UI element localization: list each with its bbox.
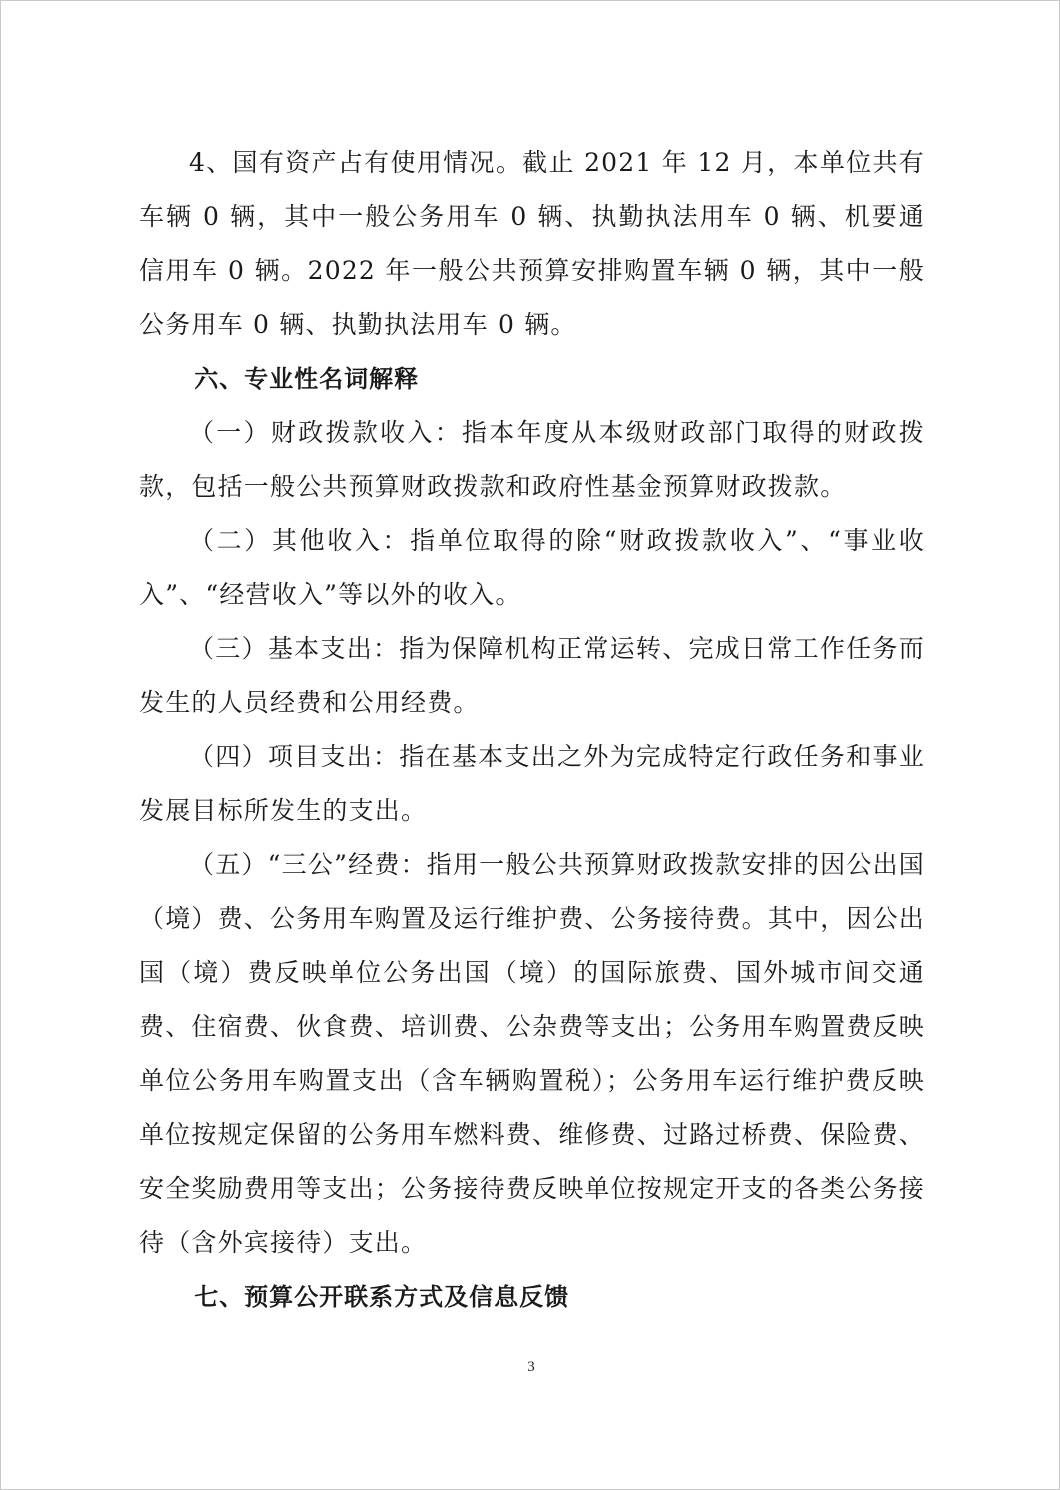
- paragraph-fiscal-income: （一）财政拨款收入：指本年度从本级财政部门取得的财政拨款，包括一般公共预算财政拨款和政府性基金预算财政拨款。: [139, 418, 925, 501]
- paragraph-asset-usage: 4、国有资产占有使用情况。截止 2021 年 12 月，本单位共有车辆 0 辆，其中一般公务用车 0 辆、执勤执法用车 0 辆、机要通信用车 0 辆。2022 年一般公共预算安排购置车辆 0 辆，其中一般公务用车 0 辆、执勤执法用车 0 辆。: [139, 148, 925, 339]
- section-heading-terms: 六、专业性名词解释: [194, 365, 420, 393]
- page-number: 3: [527, 1359, 535, 1375]
- paragraph-other-income: （二）其他收入：指单位取得的除“财政拨款收入”、“事业收入”、“经营收入”等以外的收入。: [139, 526, 925, 609]
- section-heading-contact: 七、预算公开联系方式及信息反馈: [194, 1283, 570, 1311]
- paragraph-three-public-expenses: （五）“三公”经费：指用一般公共预算财政拨款安排的因公出国（境）费、公务用车购置及运行维护费、公务接待费。其中，因公出国（境）费反映单位公务出国（境）的国际旅费、国外城市间交通费、住宿费、伙食费、培训费、公杂费等支出；公务用车购置费反映单位公务用车购置支出（含车辆购置税）；公务用车运行维护费反映单位按规定保留的公务用车燃料费、维修费、过路过桥费、保险费、安全奖励费用等支出；公务接待费反映单位按规定开支的各类公务接待（含外宾接待）支出。: [139, 850, 926, 1257]
- paragraph-project-expenditure: （四）项目支出：指在基本支出之外为完成特定行政任务和事业发展目标所发生的支出。: [139, 742, 925, 825]
- document-body: [139, 136, 925, 1324]
- paragraph-basic-expenditure: （三）基本支出：指为保障机构正常运转、完成日常工作任务而发生的人员经费和公用经费。: [139, 634, 925, 717]
